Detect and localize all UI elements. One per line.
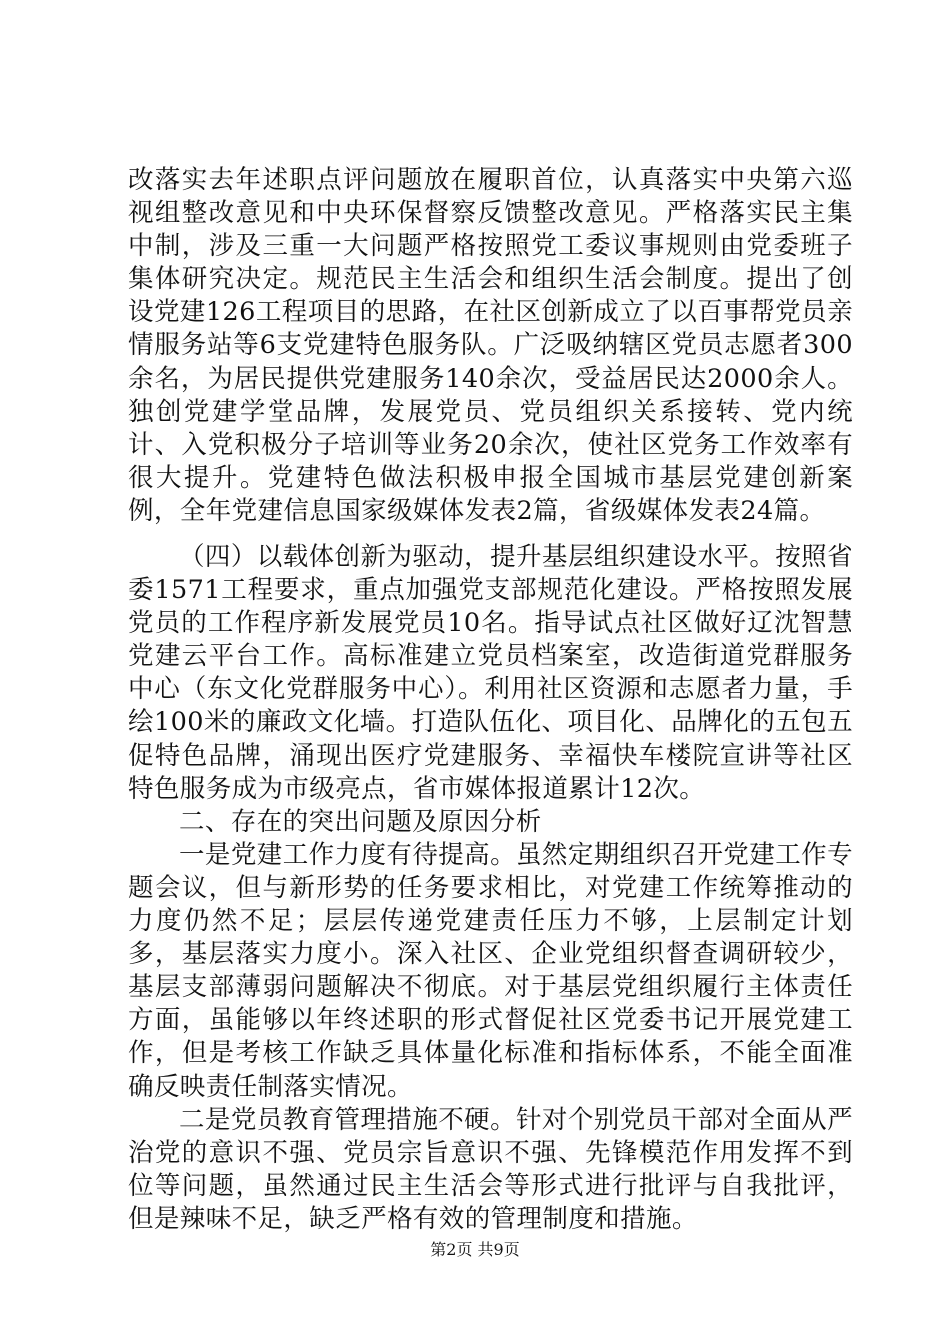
paragraph-continuation: 改落实去年述职点评问题放在履职首位，认真落实中央第六巡视组整改意见和中央环保督察反馈整改意见。严格落实民主集中制，涉及三重一大问题严格按照党工委议事规则由党委班子集体研究决定。规范民主生活会和组织生活会制度。提出了创设党建126工程项目的思路，在社区创新成立了以百事帮党员亲情服务站等6支党建特色服务队。广泛吸纳辖区党员志愿者300余名，为居民提供党建服务140余次，受益居民达2000余人。独创党建学堂品牌，发展党员、党员组织关系接转、党内统计、入党积极分子培训等业务20余次，使社区党务工作效率有很大提升。党建特色做法积极申报全国城市基层党建创新案例，全年党建信息国家级媒体发表2篇，省级媒体发表24篇。 xyxy=(128,165,853,526)
paragraph-problem-two: 二是党员教育管理措施不硬。针对个别党员干部对全面从严治党的意识不强、党员宗旨意识不强、先锋模范作用发挥不到位等问题，虽然通过民主生活会等形式进行批评与自我批评，但是辣味不足，缺乏严格有效的管理制度和措施。 xyxy=(128,1104,853,1234)
paragraph-section-four: （四）以载体创新为驱动，提升基层组织建设水平。按照省委1571工程要求，重点加强党支部规范化建设。严格按照发展党员的工作程序新发展党员10名。指导试点社区做好辽沈智慧党建云平台工作。高标准建立党员档案室，改造街道党群服务中心（东文化党群服务中心）。利用社区资源和志愿者力量，手绘100米的廉政文化墙。打造队伍化、项目化、品牌化的五包五促特色品牌，涌现出医疗党建服务、幸福快车楼院宣讲等社区特色服务成为市级亮点，省市媒体报道累计12次。 xyxy=(128,542,853,804)
paragraph-problem-one: 一是党建工作力度有待提高。虽然定期组织召开党建工作专题会议，但与新形势的任务要求相比，对党建工作统筹推动的力度仍然不足；层层传递党建责任压力不够，上层制定计划多，基层落实力度小。深入社区、企业党组织督查调研较少，基层支部薄弱问题解决不彻底。对于基层党组织履行主体责任方面，虽能够以年终述职的形式督促社区党委书记开展党建工作，但是考核工作缺乏具体量化标准和指标体系，不能全面准确反映责任制落实情况。 xyxy=(128,839,853,1102)
page-footer xyxy=(0,1240,950,1260)
page-number-label: 第2页 共9页 xyxy=(430,1240,520,1259)
text-block-main xyxy=(128,541,853,1236)
text-block-top xyxy=(128,164,853,528)
section-heading-problems: 二、存在的突出问题及原因分析 xyxy=(179,806,542,837)
